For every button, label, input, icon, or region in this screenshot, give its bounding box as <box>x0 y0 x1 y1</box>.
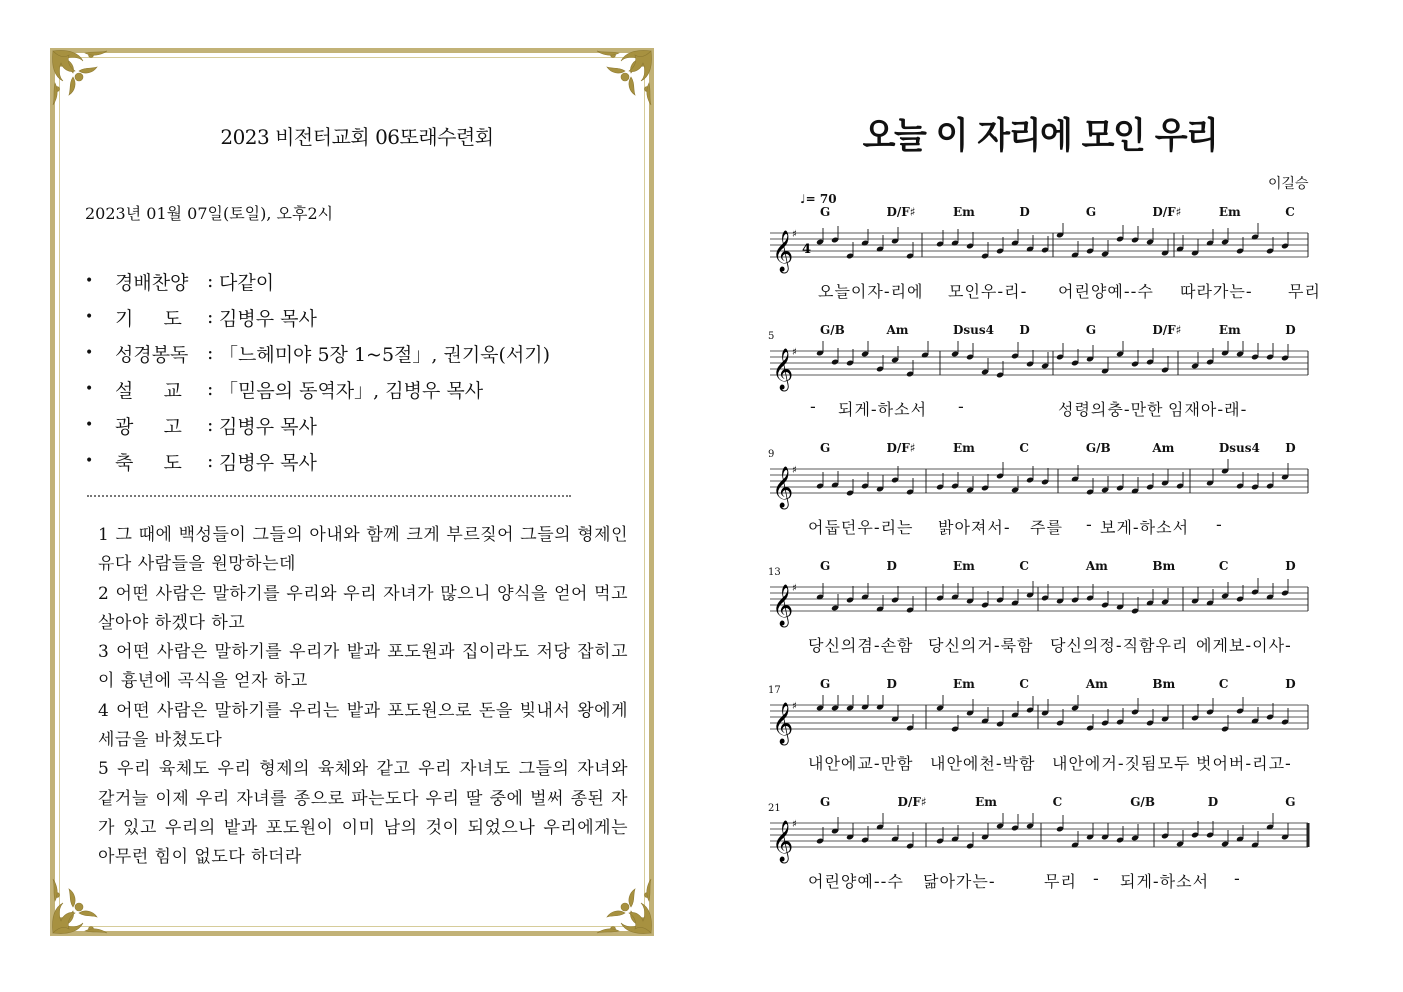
chord-symbol: Em <box>975 795 997 809</box>
chord-symbol: G <box>820 795 831 809</box>
lyric-phrase: 보게-하소서 <box>1100 518 1190 537</box>
lyric-phrase: - <box>1216 515 1223 534</box>
treble-clef-icon: 𝄞 <box>772 349 794 390</box>
program-item-value: 「느헤미야 5장 1~5절」, 권기욱(서기) <box>219 343 551 366</box>
treble-clef-icon: 𝄞 <box>772 703 794 744</box>
program-frame <box>50 48 654 936</box>
lyric-phrase: 성령의충-만한 <box>1058 400 1164 419</box>
chord-symbol: C <box>1019 677 1029 691</box>
treble-clef-icon: 𝄞 <box>772 231 794 272</box>
chord-symbol: G <box>820 677 831 691</box>
music-system <box>768 795 1313 913</box>
key-signature-icon: ♯ <box>792 701 797 712</box>
staff <box>768 577 1313 629</box>
chord-symbol: D <box>1019 323 1030 337</box>
bullet-icon: • <box>85 417 94 433</box>
chord-symbol: Em <box>952 559 975 573</box>
lyrics-row <box>768 515 1313 539</box>
program-item <box>85 371 550 407</box>
chord-symbol: G <box>1085 323 1097 337</box>
lyric-phrase: 되게-하소서 <box>838 400 928 419</box>
program-item-separator: : <box>207 306 214 328</box>
lyric-phrase: 당신의겸-손함 <box>808 636 914 655</box>
chord-row <box>768 323 1313 339</box>
staff <box>768 341 1313 393</box>
chord-symbol: G/B <box>820 323 845 337</box>
lyric-phrase: 벗어버-리고- <box>1196 754 1292 773</box>
lyric-phrase: 모인우-리- <box>948 282 1028 301</box>
measure-number: 5 <box>768 331 775 342</box>
chord-symbol: D/F♯ <box>886 441 916 455</box>
measure-number: 13 <box>768 567 781 578</box>
bullet-icon: • <box>85 345 94 361</box>
program-item-separator: : <box>207 270 214 292</box>
song-title: 오늘 이 자리에 모인 우리 <box>862 115 1218 158</box>
chord-symbol: G <box>820 559 831 573</box>
chord-symbol: G/B <box>1130 795 1155 809</box>
scripture-verse: 2 어떤 사람은 말하기를 우리와 우리 자녀가 많으니 양식을 얻어 먹고 살아야 하겠다 하고 <box>98 583 628 633</box>
staff <box>768 813 1313 865</box>
chord-symbol: D/F♯ <box>897 795 927 809</box>
chord-symbol: C <box>1019 441 1029 455</box>
chord-symbol: G <box>820 441 831 455</box>
program-item-separator: : <box>207 342 214 364</box>
lyric-phrase: - <box>1234 869 1241 888</box>
scripture-verse: 5 우리 육체도 우리 형제의 육체와 같고 우리 자녀도 그들의 자녀와 같거늘 이제 우리 자녀를 종으로 파는도다 우리 딸 중에 벌써 종된 자가 있고 우리의 밭과 포도원이 이미 남의 것이 되었으나 우리에게는 아무런 힘이 없도다 하더라 <box>98 759 628 868</box>
lyric-phrase: 어린양예--수 <box>1058 282 1154 301</box>
scripture-passage <box>98 521 628 873</box>
program-item-separator: : <box>207 378 214 400</box>
program-item <box>85 443 550 479</box>
ornament-bottom-left-icon <box>49 873 113 937</box>
treble-clef-icon: 𝄞 <box>772 821 794 862</box>
lyrics-row <box>768 397 1313 421</box>
bullet-icon: • <box>85 309 94 325</box>
chord-row <box>768 795 1313 811</box>
chord-symbol: G/B <box>1085 441 1111 455</box>
lyric-phrase: 주를 <box>1030 518 1063 537</box>
bullet-icon: • <box>85 381 94 397</box>
measure-number: 9 <box>768 449 775 460</box>
staff <box>768 695 1313 747</box>
ornament-bottom-right-icon <box>591 873 655 937</box>
lyric-phrase: 무리 <box>1288 282 1321 301</box>
chord-symbol: D <box>1285 323 1296 337</box>
chord-symbol: D <box>886 559 897 573</box>
program-item-value: 김병우 목사 <box>219 415 317 438</box>
chord-symbol: C <box>1019 559 1029 573</box>
lyric-phrase: 당신의거-룩함 <box>928 636 1034 655</box>
lyric-phrase: 내안에교-만함 <box>808 754 914 773</box>
lyric-phrase: - <box>1093 869 1100 888</box>
scripture-verse: 1 그 때에 백성들이 그들의 아내와 함께 크게 부르짖어 그들의 형제인 유다 사람들을 원망하는데 <box>98 525 628 575</box>
chord-symbol: Am <box>886 323 909 337</box>
chord-symbol: Bm <box>1152 559 1176 573</box>
ornament-top-left-icon <box>49 47 113 111</box>
program-item <box>85 299 550 335</box>
staff <box>768 223 1313 275</box>
chord-symbol: G <box>1285 795 1296 809</box>
program-item-label: 기 도 <box>115 307 182 330</box>
chord-row <box>768 441 1313 457</box>
chord-symbol: Em <box>1218 323 1241 337</box>
music-system <box>768 205 1321 323</box>
key-signature-icon: ♯ <box>792 465 797 476</box>
program-item-label: 광 고 <box>115 415 182 438</box>
chord-symbol: D/F♯ <box>1152 323 1182 337</box>
key-signature-icon: ♯ <box>792 819 797 830</box>
lyric-phrase: - <box>958 397 965 416</box>
lyric-phrase: 임재아-래- <box>1168 400 1248 419</box>
chord-symbol: Dsus4 <box>1218 441 1260 455</box>
chord-symbol: D <box>1285 559 1296 573</box>
lyric-phrase: 밝아져서- <box>938 518 1011 537</box>
program-item-value: 다같이 <box>219 271 275 294</box>
bullet-icon: • <box>85 453 94 469</box>
program-item-label: 경배찬양 <box>115 271 189 294</box>
treble-clef-icon: 𝄞 <box>772 467 794 508</box>
chord-symbol: D <box>1285 441 1296 455</box>
chord-symbol: Am <box>1085 559 1108 573</box>
lyric-phrase: 따라가는- <box>1180 282 1253 301</box>
chord-row <box>768 205 1313 221</box>
lyric-phrase: 에게보-이사- <box>1196 636 1292 655</box>
ornament-top-right-icon <box>591 47 655 111</box>
lyric-phrase: 되게-하소서 <box>1120 872 1210 891</box>
key-signature-icon: ♯ <box>792 583 797 594</box>
program-title: 2023 비전터교회 06또래수련회 <box>220 125 494 149</box>
program-datetime: 2023년 01월 07일(토일), 오후2시 <box>85 204 334 223</box>
program-item-value: 김병우 목사 <box>219 451 317 474</box>
chord-symbol: G <box>1085 205 1097 219</box>
chord-symbol: D <box>1285 677 1296 691</box>
lyric-phrase: 당신의정-직함우리 <box>1050 636 1189 655</box>
music-system <box>768 559 1313 677</box>
lyrics-row <box>768 869 1313 893</box>
program-item-value: 「믿음의 동역자」, 김병우 목사 <box>219 379 484 402</box>
music-system <box>768 441 1313 559</box>
chord-symbol: Am <box>1085 677 1108 691</box>
chord-symbol: D/F♯ <box>886 205 916 219</box>
measure-number: 21 <box>768 803 781 814</box>
chord-symbol: G <box>820 205 831 219</box>
chord-row <box>768 677 1313 693</box>
lyric-phrase: 닮아가는- <box>923 872 996 891</box>
lyric-phrase: - <box>810 397 817 416</box>
chord-symbol: Bm <box>1152 677 1176 691</box>
lyrics-row <box>768 633 1313 657</box>
bullet-icon: • <box>85 273 94 289</box>
program-list <box>85 263 550 479</box>
key-signature-icon: ♯ <box>792 229 797 240</box>
key-signature-icon: ♯ <box>792 347 797 358</box>
program-item-value: 김병우 목사 <box>219 307 317 330</box>
lyric-phrase: 내안에천-박함 <box>930 754 1036 773</box>
lyric-phrase: - <box>1086 515 1093 534</box>
chord-symbol: Em <box>952 441 975 455</box>
chord-symbol: D <box>1019 205 1030 219</box>
chord-symbol: Em <box>952 677 975 691</box>
chord-symbol: C <box>1285 205 1295 219</box>
measure-number: 17 <box>768 685 781 696</box>
lyric-phrase: 오늘이자-리에 <box>818 282 924 301</box>
chord-symbol: Em <box>1218 205 1241 219</box>
chord-row <box>768 559 1313 575</box>
time-signature: 4 <box>802 242 812 257</box>
chord-symbol: Em <box>952 205 975 219</box>
program-item <box>85 407 550 443</box>
chord-symbol: C <box>1052 795 1063 809</box>
chord-symbol: Dsus4 <box>952 323 994 337</box>
lyric-phrase: 무리 <box>1044 872 1077 891</box>
chord-symbol: Am <box>1152 441 1175 455</box>
program-item-label: 축 도 <box>115 451 182 474</box>
lyrics-row <box>768 751 1313 775</box>
chord-symbol: D <box>886 677 897 691</box>
program-item-separator: : <box>207 450 214 472</box>
scripture-verse: 4 어떤 사람은 말하기를 우리는 밭과 포도원으로 돈을 빚내서 왕에게 세금을 바쳤도다 <box>98 700 628 751</box>
program-item <box>85 263 550 299</box>
music-system <box>768 677 1313 795</box>
lyric-phrase: 내안에거-짓됨모두 <box>1052 754 1191 773</box>
chord-symbol: C <box>1218 559 1229 573</box>
tempo-marking: ♩= 70 <box>800 192 837 206</box>
composer: 이길승 <box>1268 176 1309 192</box>
chord-symbol: D <box>1207 795 1219 809</box>
dotted-divider <box>87 495 571 497</box>
program-item-label: 설 교 <box>115 379 182 402</box>
scripture-verse: 3 어떤 사람은 말하기를 우리가 밭과 포도원과 집이라도 저당 잡히고 이 흉년에 곡식을 얻자 하고 <box>98 642 628 692</box>
program-item-label: 성경봉독 <box>115 343 189 366</box>
program-item <box>85 335 550 371</box>
program-item-separator: : <box>207 414 214 436</box>
lyric-phrase: 어둡던우-리는 <box>808 518 914 537</box>
lyric-phrase: 어린양예--수 <box>808 872 904 891</box>
lyrics-row <box>768 279 1321 303</box>
chord-symbol: D/F♯ <box>1152 205 1182 219</box>
music-system <box>768 323 1313 441</box>
treble-clef-icon: 𝄞 <box>772 585 794 626</box>
chord-symbol: C <box>1218 677 1229 691</box>
staff <box>768 459 1313 511</box>
